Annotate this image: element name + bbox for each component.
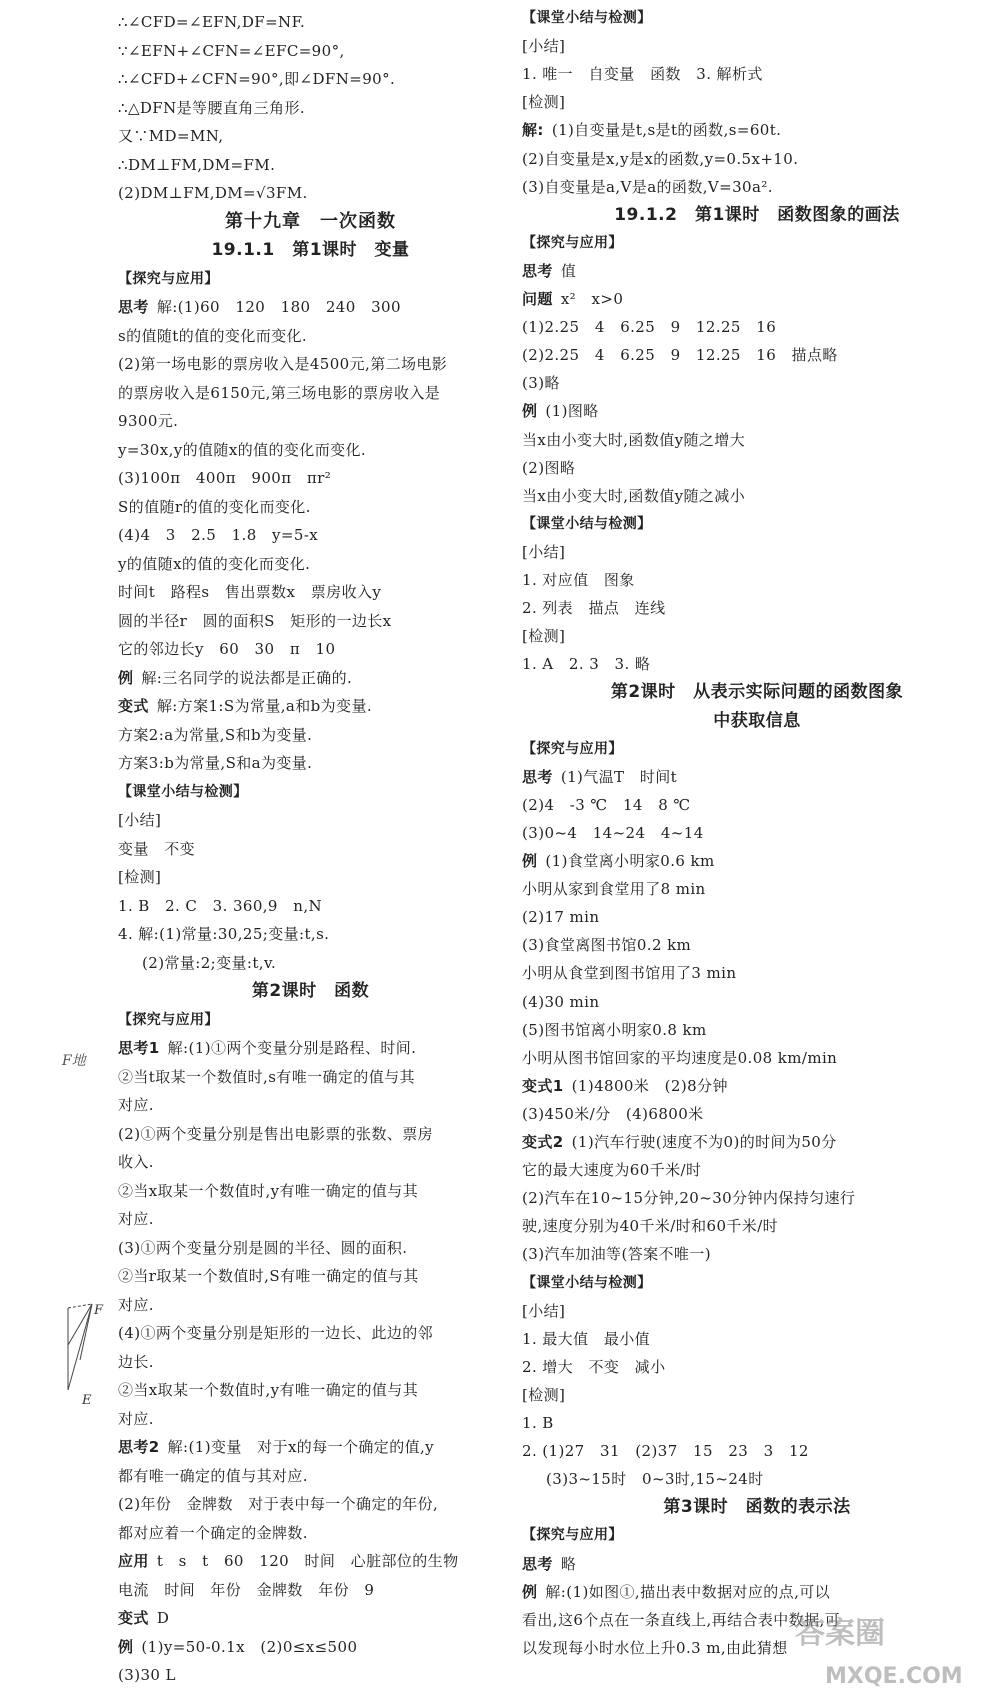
item-label: 思考 xyxy=(522,261,553,280)
item-label: 应用 xyxy=(118,1552,149,1570)
subsection-label xyxy=(522,1273,652,1293)
line-text: 驶,速度分别为40千米/时和60千米/时 xyxy=(522,1217,779,1236)
line-text: ∴△DFN是等腰直角三角形. xyxy=(118,98,306,117)
line-text: 19.1.1 第1课时 变量 xyxy=(211,240,410,260)
answer-line xyxy=(522,1076,728,1096)
line-text: D xyxy=(156,1609,170,1627)
answer-line xyxy=(118,497,311,517)
answer-line xyxy=(118,1152,154,1172)
line-text: (2)汽车在10~15分钟,20~30分钟内保持匀速行 xyxy=(522,1189,856,1208)
line-text: 中获取信息 xyxy=(713,710,801,731)
line-text: ∵∠EFN+∠CFN=∠EFC=90°, xyxy=(118,41,345,60)
line-text: 变量 不变 xyxy=(118,839,196,858)
answer-line xyxy=(522,1104,704,1124)
item-label: 思考2 xyxy=(118,1438,160,1456)
line-text: ∴∠CFD=∠EFN,DF=NF. xyxy=(118,13,306,31)
answer-line xyxy=(522,1048,837,1068)
line-text: (1)食堂离小明家0.6 km xyxy=(545,852,715,870)
line-text: 第2课时 函数 xyxy=(251,981,370,1001)
geometry-figure xyxy=(62,1300,112,1410)
answer-line xyxy=(522,1329,650,1349)
subsection-label xyxy=(522,8,652,28)
answer-line xyxy=(522,345,838,365)
line-text: [小结] xyxy=(522,37,566,56)
line-text: 2. 增大 不变 减小 xyxy=(522,1357,666,1376)
answer-line xyxy=(118,1209,154,1229)
line-text: 【课堂小结与检测】 xyxy=(118,783,248,800)
line-text: ②当x取某一个数值时,y有唯一确定的值与其 xyxy=(118,1381,419,1399)
line-text: (2)常量:2;变量:t,v. xyxy=(142,953,277,972)
answer-line xyxy=(118,1551,459,1571)
line-text: 看出,这6个点在一条直线上,再结合表中数据,可 xyxy=(522,1610,841,1629)
answer-line xyxy=(118,1295,154,1315)
item-label: 变式1 xyxy=(522,1076,564,1095)
item-label: 思考1 xyxy=(118,1039,160,1057)
answer-line xyxy=(118,1323,433,1343)
line-text: (2)4 -3 ℃ 14 8 ℃ xyxy=(522,795,691,814)
line-text: 对应. xyxy=(118,1210,154,1228)
item-label: 变式 xyxy=(118,697,149,715)
answer-line xyxy=(118,1095,154,1115)
line-text: 对应. xyxy=(118,1295,154,1314)
line-text: y的值随x的值的变化而变化. xyxy=(118,554,311,573)
line-text: (2)DM⊥FM,DM=√3FM. xyxy=(118,184,308,202)
line-text: (2)2.25 4 6.25 9 12.25 16 描点略 xyxy=(522,346,838,365)
answer-line xyxy=(522,851,715,871)
line-text: x² x>0 xyxy=(560,290,624,308)
answer-line xyxy=(118,1266,419,1286)
answer-line xyxy=(522,1160,701,1180)
answer-line xyxy=(118,1437,434,1457)
answer-line xyxy=(118,725,312,745)
answer-line xyxy=(522,1554,576,1574)
answer-line xyxy=(522,1638,788,1658)
line-text: (1)气温T 时间t xyxy=(560,767,678,786)
line-text: 方案2:a为常量,S和b为变量. xyxy=(118,725,313,744)
subsection-label xyxy=(118,269,219,289)
line-text: (3)略 xyxy=(522,374,560,393)
line-text: 19.1.2 第1课时 函数图象的画法 xyxy=(614,204,900,225)
answer-line xyxy=(118,1608,169,1628)
answer-line xyxy=(118,867,161,887)
answer-line xyxy=(522,570,635,590)
answer-line xyxy=(522,1301,565,1321)
item-label: 变式2 xyxy=(522,1133,564,1151)
line-text: 都有唯一确定的值与其对应. xyxy=(118,1466,308,1485)
line-text: 值 xyxy=(560,261,577,280)
answer-line xyxy=(118,440,366,460)
item-label: 例 xyxy=(522,852,538,870)
answer-line xyxy=(118,1580,374,1600)
line-text: (1)2.25 4 6.25 9 12.25 16 xyxy=(522,318,777,337)
line-text: 当x由小变大时,函数值y随之减小 xyxy=(522,486,746,505)
line-text: ②当x取某一个数值时,y有唯一确定的值与其 xyxy=(118,1181,419,1200)
answer-line xyxy=(522,1216,778,1236)
figure-label-e: E xyxy=(82,1393,92,1408)
answer-line xyxy=(522,626,565,646)
line-text: S的值随r的值的变化而变化. xyxy=(118,497,311,516)
line-text: 2. (1)27 31 (2)37 15 23 3 12 xyxy=(522,1442,809,1461)
subsection-label xyxy=(118,1010,219,1030)
answer-line xyxy=(118,98,305,118)
answer-line xyxy=(118,1494,438,1514)
line-text: (2)①两个变量分别是售出电影票的张数、票房 xyxy=(118,1124,434,1143)
answer-line xyxy=(522,486,745,506)
item-label: 例 xyxy=(118,1637,134,1656)
line-text: (3)100π 400π 900π πr² xyxy=(118,469,332,487)
line-text: (1)图略 xyxy=(545,402,599,421)
line-text: 【探究与应用】 xyxy=(522,740,623,757)
answer-line xyxy=(522,430,745,450)
section-heading xyxy=(522,1497,992,1517)
line-text: 【课堂小结与检测】 xyxy=(522,1274,652,1291)
line-text: 小明从图书馆回家的平均速度是0.08 km/min xyxy=(522,1048,838,1067)
answer-line xyxy=(118,297,401,317)
line-text: 2. 列表 描点 连线 xyxy=(522,599,666,618)
item-label: 问题 xyxy=(522,290,553,308)
section-heading xyxy=(522,711,992,731)
line-text: (3)0~4 14~24 4~14 xyxy=(522,823,704,842)
section-heading xyxy=(118,240,503,260)
line-text: 【课堂小结与检测】 xyxy=(522,10,652,26)
answer-line xyxy=(118,383,440,403)
line-text: [检测] xyxy=(118,868,162,886)
line-text: (4)4 3 2.5 1.8 y=5-x xyxy=(118,526,319,544)
line-text: 【课堂小结与检测】 xyxy=(522,515,652,532)
answer-line xyxy=(522,907,599,927)
answer-line xyxy=(522,373,560,393)
line-text: 第2课时 从表示实际问题的函数图象 xyxy=(610,682,904,703)
answer-line xyxy=(522,879,706,899)
chapter-heading xyxy=(118,212,503,232)
answer-line xyxy=(522,92,565,112)
answer-line xyxy=(118,468,331,488)
answer-line xyxy=(118,41,345,61)
answer-line xyxy=(522,317,776,337)
line-text: 它的最大速度为60千米/时 xyxy=(522,1161,702,1180)
answer-line xyxy=(118,1352,154,1372)
line-text: 圆的半径r 圆的面积S 矩形的一边长x xyxy=(118,611,392,630)
line-text: 9300元. xyxy=(118,412,179,430)
line-text: 收入. xyxy=(118,1153,154,1171)
line-text: 略 xyxy=(560,1554,577,1573)
answer-line xyxy=(118,810,161,830)
section-heading xyxy=(118,981,503,1001)
answer-line xyxy=(522,542,565,562)
margin-note: F地 xyxy=(62,1053,86,1069)
answer-line xyxy=(522,767,677,787)
line-text: 1. A 2. 3 3. 略 xyxy=(522,655,651,674)
answer-line xyxy=(522,261,576,281)
line-text: 又∵MD=MN, xyxy=(118,127,224,145)
item-label: 例 xyxy=(522,1582,538,1601)
answer-line xyxy=(118,155,275,175)
answer-line xyxy=(118,753,312,773)
answer-line xyxy=(118,183,308,203)
answer-line xyxy=(118,611,392,631)
answer-line xyxy=(118,839,195,859)
answer-line xyxy=(522,654,650,674)
line-text: 1. B 2. C 3. 360,9 n,N xyxy=(118,896,323,915)
line-text: 边长. xyxy=(118,1352,154,1371)
answer-line xyxy=(118,896,322,916)
line-text: (1)汽车行驶(速度不为0)的时间为50分 xyxy=(571,1133,837,1151)
item-label: 思考 xyxy=(522,767,553,786)
line-text: 对应. xyxy=(118,1409,154,1428)
answer-line xyxy=(118,1637,357,1657)
watermark-text: 答案圈 xyxy=(795,1616,885,1651)
item-label: 思考 xyxy=(522,1554,553,1573)
line-text: 小明从食堂到图书馆用了3 min xyxy=(522,964,737,983)
line-text: (3)自变量是a,V是a的函数,V=30a². xyxy=(522,177,773,196)
line-text: [检测] xyxy=(522,627,566,646)
answer-line xyxy=(118,1124,433,1144)
line-text: (1)4800米 (2)8分钟 xyxy=(571,1076,728,1095)
answer-line xyxy=(118,1181,418,1201)
line-text: (3)450米/分 (4)6800米 xyxy=(522,1104,704,1123)
answer-line xyxy=(522,1132,837,1152)
watermark-url: MXQE.COM xyxy=(825,1664,963,1689)
answer-line xyxy=(118,953,276,973)
watermark-logo xyxy=(785,1605,985,1695)
line-text: ∴DM⊥FM,DM=FM. xyxy=(118,155,276,174)
answer-line xyxy=(118,696,372,716)
subsection-label xyxy=(522,514,652,534)
answer-line xyxy=(522,1582,830,1602)
line-text: [检测] xyxy=(522,93,566,112)
line-text: 1. B xyxy=(522,1414,554,1432)
answer-line xyxy=(118,525,318,545)
line-text: 对应. xyxy=(118,1096,154,1114)
line-text: (1)自变量是t,s是t的函数,s=60t. xyxy=(551,121,782,140)
item-label: 变式 xyxy=(118,1609,149,1627)
answer-line xyxy=(118,1409,154,1429)
answer-line xyxy=(118,582,381,602)
line-text: 【探究与应用】 xyxy=(118,1011,219,1028)
line-text: 【探究与应用】 xyxy=(522,1527,623,1544)
line-text: 1. 唯一 自变量 函数 3. 解析式 xyxy=(522,65,763,84)
subsection-label xyxy=(522,233,623,253)
subsection-label xyxy=(118,782,248,802)
answer-line xyxy=(522,992,599,1012)
line-text: 解:(1)①两个变量分别是路程、时间. xyxy=(167,1039,417,1057)
figure-label-f: F xyxy=(94,1303,104,1318)
line-text: (3)食堂离图书馆0.2 km xyxy=(522,936,692,955)
line-text: ∴∠CFD+∠CFN=90°,即∠DFN=90°. xyxy=(118,70,396,88)
answer-line xyxy=(118,354,447,374)
item-label: 思考 xyxy=(118,298,149,316)
line-text: 解:(1)60 120 180 240 300 xyxy=(156,298,401,316)
line-text: 【探究与应用】 xyxy=(118,270,219,287)
line-text: 4. 解:(1)常量:30,25;变量:t,s. xyxy=(118,925,330,943)
line-text: (4)①两个变量分别是矩形的一边长、此边的邻 xyxy=(118,1324,434,1342)
answer-line xyxy=(118,1665,176,1685)
answer-line xyxy=(118,1038,416,1058)
answer-line xyxy=(118,668,352,688)
answer-line xyxy=(522,1244,711,1264)
line-text: 【探究与应用】 xyxy=(522,234,623,251)
answer-line xyxy=(522,36,565,56)
line-text: 它的邻边长y 60 30 π 10 xyxy=(118,640,336,658)
line-text: 第十九章 一次函数 xyxy=(225,210,396,232)
section-heading xyxy=(522,205,992,225)
answer-line xyxy=(118,1466,308,1486)
line-text: 电流 时间 年份 金牌数 年份 9 xyxy=(118,1580,375,1599)
answer-line xyxy=(522,1357,665,1377)
subsection-label xyxy=(522,739,623,759)
line-text: 的票房收入是6150元,第三场电影的票房收入是 xyxy=(118,383,441,402)
line-text: (3)30 L xyxy=(118,1666,176,1684)
answer-line xyxy=(522,1413,554,1433)
line-text: [小结] xyxy=(522,1301,566,1320)
line-text: 时间t 路程s 售出票数x 票房收入y xyxy=(118,583,382,601)
line-text: (5)图书馆离小明家0.8 km xyxy=(522,1020,707,1039)
line-text: 都对应着一个确定的金牌数. xyxy=(118,1523,308,1542)
answer-line xyxy=(522,149,798,169)
line-text: 方案3:b为常量,S和a为变量. xyxy=(118,754,313,772)
line-text: 解:(1)变量 对于x的每一个确定的值,y xyxy=(167,1438,435,1456)
line-text: [小结] xyxy=(118,811,162,829)
answer-line xyxy=(522,598,665,618)
answer-line xyxy=(522,64,763,84)
answer-line xyxy=(522,401,599,421)
answer-line xyxy=(118,1523,308,1543)
item-label: 例 xyxy=(522,402,538,421)
answer-line xyxy=(118,924,329,944)
line-text: ②当r取某一个数值时,S有唯一确定的值与其 xyxy=(118,1267,419,1285)
line-text: 解:三名同学的说法都是正确的. xyxy=(141,668,353,687)
line-text: (2)年份 金牌数 对于表中每一个确定的年份, xyxy=(118,1495,439,1513)
answer-line xyxy=(522,935,691,955)
line-text: y=30x,y的值随x的值的变化而变化. xyxy=(118,440,367,459)
line-text: (3)①两个变量分别是圆的半径、圆的面积. xyxy=(118,1238,408,1257)
line-text: (4)30 min xyxy=(522,992,600,1011)
answer-line xyxy=(522,177,773,197)
line-text: (2)17 min xyxy=(522,908,600,927)
line-text: 1. 对应值 图象 xyxy=(522,571,635,589)
answer-line xyxy=(522,458,575,478)
line-text: 解:(1)如图①,描出表中数据对应的点,可以 xyxy=(545,1582,831,1601)
answer-line xyxy=(118,554,310,574)
line-text: (2)第一场电影的票房收入是4500元,第二场电影 xyxy=(118,355,448,373)
line-text: (3)3~15时 0~3时,15~24时 xyxy=(546,1470,764,1489)
answer-line xyxy=(118,639,335,659)
line-text: (2)自变量是x,y是x的函数,y=0.5x+10. xyxy=(522,149,799,168)
line-text: [检测] xyxy=(522,1385,566,1404)
line-text: s的值随t的值的变化而变化. xyxy=(118,326,308,345)
answer-line xyxy=(118,12,305,32)
line-text: ②当t取某一个数值时,s有唯一确定的值与其 xyxy=(118,1067,415,1086)
line-text: 当x由小变大时,函数值y随之增大 xyxy=(522,430,746,449)
item-label: 解: xyxy=(522,121,544,140)
line-text: t s t 60 120 时间 心脏部位的生物 xyxy=(156,1552,459,1570)
answer-line xyxy=(522,1385,565,1405)
answer-line xyxy=(522,1441,809,1461)
subsection-label xyxy=(522,1525,623,1545)
answer-line xyxy=(118,411,178,431)
line-text: 第3课时 函数的表示法 xyxy=(663,1497,851,1518)
answer-line xyxy=(522,963,736,983)
item-label: 例 xyxy=(118,668,134,687)
line-text: (2)图略 xyxy=(522,458,576,477)
answer-line xyxy=(522,289,623,309)
answer-line xyxy=(118,1067,415,1087)
line-text: 小明从家到食堂用了8 min xyxy=(522,880,706,899)
answer-line xyxy=(522,823,704,843)
answer-line xyxy=(118,69,395,89)
line-text: 解:方案1:S为常量,a和b为变量. xyxy=(156,697,373,715)
answer-line xyxy=(118,1238,407,1258)
answer-line xyxy=(522,1020,707,1040)
line-text: (1)y=50-0.1x (2)0≤x≤500 xyxy=(141,1637,358,1656)
section-heading xyxy=(522,682,992,702)
line-text: 以发现每小时水位上升0.3 m,由此猜想 xyxy=(522,1638,788,1657)
line-text: (3)汽车加油等(答案不唯一) xyxy=(522,1245,711,1264)
line-text: [小结] xyxy=(522,542,566,561)
answer-line xyxy=(522,120,781,140)
answer-line xyxy=(118,326,307,346)
answer-line xyxy=(522,1188,855,1208)
answer-line xyxy=(522,795,691,815)
line-text: 1. 最大值 最小值 xyxy=(522,1329,651,1348)
answer-line xyxy=(118,1380,418,1400)
answer-line xyxy=(522,1469,764,1489)
answer-line xyxy=(118,126,223,146)
